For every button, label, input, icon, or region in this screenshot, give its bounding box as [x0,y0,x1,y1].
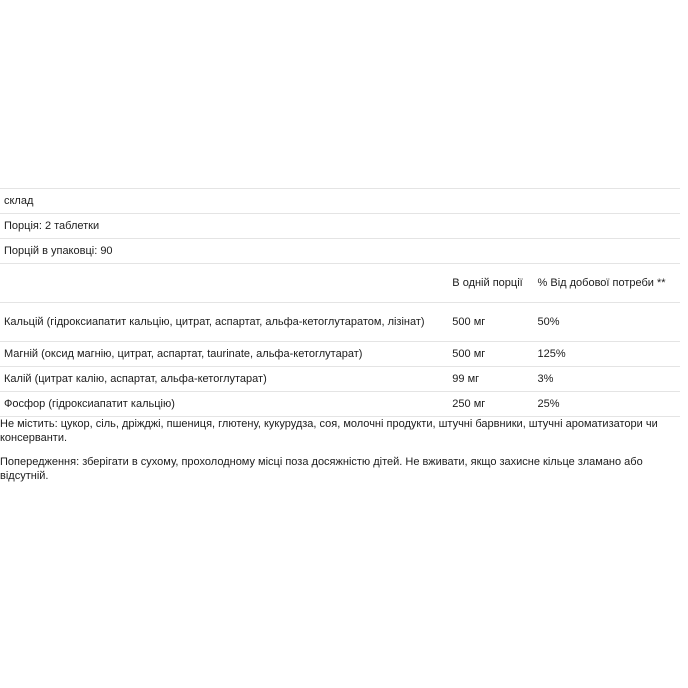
nutrient-name: Фосфор (гідроксиапатит кальцію) [0,392,448,417]
serving-size-row [0,214,680,239]
header-daily-value: % Від добової потреби ** [534,264,680,303]
servings-per-container: Порцій в упаковці: 90 [0,239,680,264]
table-header-row [0,264,680,303]
nutrient-daily-value: 3% [534,367,680,392]
nutrient-name: Калій (цитрат калію, аспартат, альфа-кетоглутарат) [0,367,448,392]
supplement-facts-table [0,188,680,417]
servings-per-container-row [0,239,680,264]
nutrient-amount: 99 мг [448,367,533,392]
serving-size: Порція: 2 таблетки [0,214,680,239]
product-notes [0,417,682,483]
nutrient-amount: 250 мг [448,392,533,417]
title-row [0,189,680,214]
facts-title: склад [0,189,680,214]
header-blank [0,264,448,303]
supplement-facts-panel [0,188,688,483]
nutrient-amount: 500 мг [448,342,533,367]
nutrient-daily-value: 25% [534,392,680,417]
table-row [0,392,680,417]
header-amount: В одній порції [448,264,533,303]
nutrient-daily-value: 125% [534,342,680,367]
nutrient-daily-value: 50% [534,303,680,342]
nutrient-name: Кальцій (гідроксиапатит кальцію, цитрат, аспартат, альфа-кетоглутаратом, лізінат) [0,303,448,342]
warning-note: Попередження: зберігати в сухому, прохолодному місці поза досяжністю дітей. Не вживати, якщо захисне кільце зламано або відсутній. [0,456,643,482]
table-row [0,303,680,342]
table-row [0,367,680,392]
free-from-note: Не містить: цукор, сіль, дріжджі, пшениця, глютену, кукурудза, соя, молочні продукти, штучні барвники, штучні ароматизатори чи консерванти. [0,418,658,444]
nutrient-amount: 500 мг [448,303,533,342]
table-row [0,342,680,367]
nutrient-name: Магній (оксид магнію, цитрат, аспартат, taurinate, альфа-кетоглутарат) [0,342,448,367]
